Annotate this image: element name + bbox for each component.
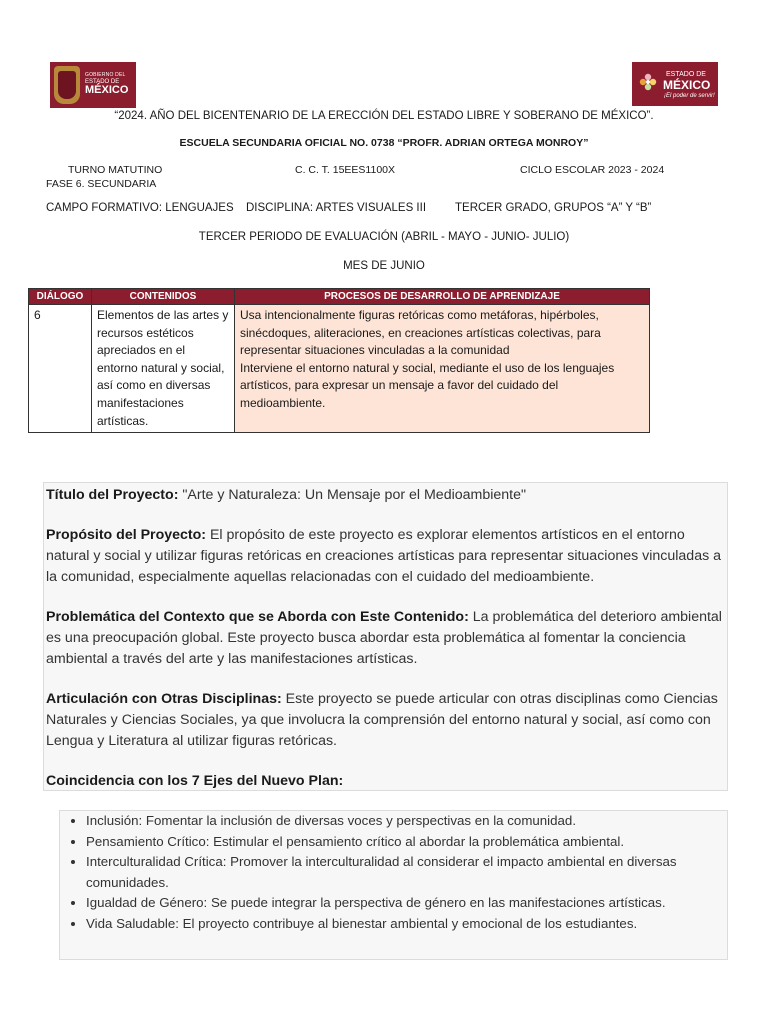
header-dialogo: DIÁLOGO (29, 289, 92, 305)
list-item: • Interculturalidad Crítica: Promover la interculturalidad al considerar el impacto ambiental en diversas comunidades. (86, 852, 727, 893)
proposito-label: Propósito del Proyecto: (46, 527, 207, 543)
titulo-text: "Arte y Naturaleza: Un Mensaje por el Medioambiente" (178, 487, 527, 503)
titulo-label: Título del Proyecto: (46, 487, 179, 503)
proceso-2: Interviene el entorno natural y social, mediante el uso de los lenguajes artísticos, para expresar un mensaje a favor del cuidado del medioambiente. (240, 360, 615, 410)
list-item: • Pensamiento Crítico: Estimular el pensamiento crítico al abordar la problemática ambiental. (86, 832, 727, 853)
coat-of-arms-icon (54, 66, 80, 104)
articulacion-label: Articulación con Otras Disciplinas: (46, 691, 282, 707)
table-header-row (29, 289, 650, 305)
cell-procesos (235, 305, 650, 433)
fase: FASE 6. SECUNDARIA (46, 178, 157, 190)
project-section (43, 482, 728, 791)
problematica-paragraph (46, 607, 726, 670)
list-item: • Inclusión: Fomentar la inclusión de diversas voces y perspectivas en la comunidad. (86, 811, 727, 832)
cell-contenidos: Elementos de las artes y recursos estéticos apreciados en el entorno natural y social, así como en diversas manifestaciones artísticas. (92, 305, 235, 433)
logo-left-line2: ESTADO DE (85, 78, 120, 85)
header-procesos: PROCESOS DE DESARROLLO DE APRENDIZAJE (235, 289, 650, 305)
year-motto: “2024. AÑO DEL BICENTENARIO DE LA ERECCIÓN DEL ESTADO LIBRE Y SOBERANO DE MÉXICO”. (114, 110, 654, 122)
proposito-paragraph (46, 525, 726, 588)
cell-dialogo: 6 (29, 305, 92, 433)
proceso-1: Usa intencionalmente figuras retóricas como metáforas, hipérboles, sinécdoques, aliteraciones, en creaciones artísticas colectivas, para representar situaciones vinculadas a la comunidad (240, 308, 601, 358)
logo-right-line2: MÉXICO (663, 78, 711, 92)
table-row (29, 305, 650, 433)
articulacion-text: Este proyecto se puede articular con otras disciplinas como Ciencias Naturales y Ciencias Sociales, ya que involucra la comprensión del entorno natural y social, así como con Lengua y Literatura al utilizar figuras retóricas. (46, 691, 718, 749)
estado-mexico-brand-logo (632, 62, 718, 106)
header-contenidos: CONTENIDOS (92, 289, 235, 305)
problematica-label: Problemática del Contexto que se Aborda con Este Contenido: (46, 609, 469, 625)
disciplina: DISCIPLINA: ARTES VISUALES III (246, 202, 427, 214)
logo-right-line1: ESTADO DE (666, 71, 706, 78)
grado-grupos: TERCER GRADO, GRUPOS “A” Y “B” (455, 202, 652, 214)
cct: C. C. T. 15EES1100X (295, 164, 396, 176)
logo-left-line1: GOBIERNO DEL (85, 72, 126, 79)
proposito-text: El propósito de este proyecto es explorar elementos artísticos en el entorno natural y social y utilizar figuras retóricas en creaciones artísticas para representar situaciones vinculadas a la comunidad, especialmente aquellas relacionadas con el cuidado del medioambiente. (46, 527, 722, 585)
list-item: • Igualdad de Género: Se puede integrar la perspectiva de género en las manifestaciones artísticas. (86, 893, 727, 914)
mes: MES DE JUNIO (343, 260, 425, 272)
learning-table (28, 288, 650, 433)
logo-right-line3: ¡El poder de servir! (664, 93, 715, 99)
ejes-list (60, 811, 727, 934)
coincidencia-paragraph (46, 771, 726, 792)
campo-formativo: CAMPO FORMATIVO: LENGUAJES (46, 202, 234, 214)
coincidencia-label: Coincidencia con los 7 Ejes del Nuevo Plan: (46, 773, 344, 789)
ejes-section (59, 810, 728, 960)
turno: TURNO MATUTINO (68, 164, 163, 176)
school-name: ESCUELA SECUNDARIA OFICIAL NO. 0738 “PROFR. ADRIAN ORTEGA MONROY” (179, 137, 589, 149)
logo-left-line3: MÉXICO (85, 84, 129, 96)
problematica-text: La problemática del deterioro ambiental es una preocupación global. Este proyecto busca abordar esta problemática al fomentar la conciencia ambiental a través del arte y las manifestaciones artísticas. (46, 609, 722, 667)
gobierno-estado-mexico-logo (50, 62, 136, 108)
titulo-paragraph (46, 485, 726, 506)
periodo-evaluacion: TERCER PERIODO DE EVALUACIÓN (ABRIL - MAYO - JUNIO- JULIO) (198, 231, 570, 243)
articulacion-paragraph (46, 689, 726, 752)
list-item: • Vida Saludable: El proyecto contribuye al bienestar ambiental y emocional de los estudiantes. (86, 914, 727, 935)
ciclo-escolar: CICLO ESCOLAR 2023 - 2024 (520, 164, 665, 176)
flower-icon (637, 71, 659, 93)
